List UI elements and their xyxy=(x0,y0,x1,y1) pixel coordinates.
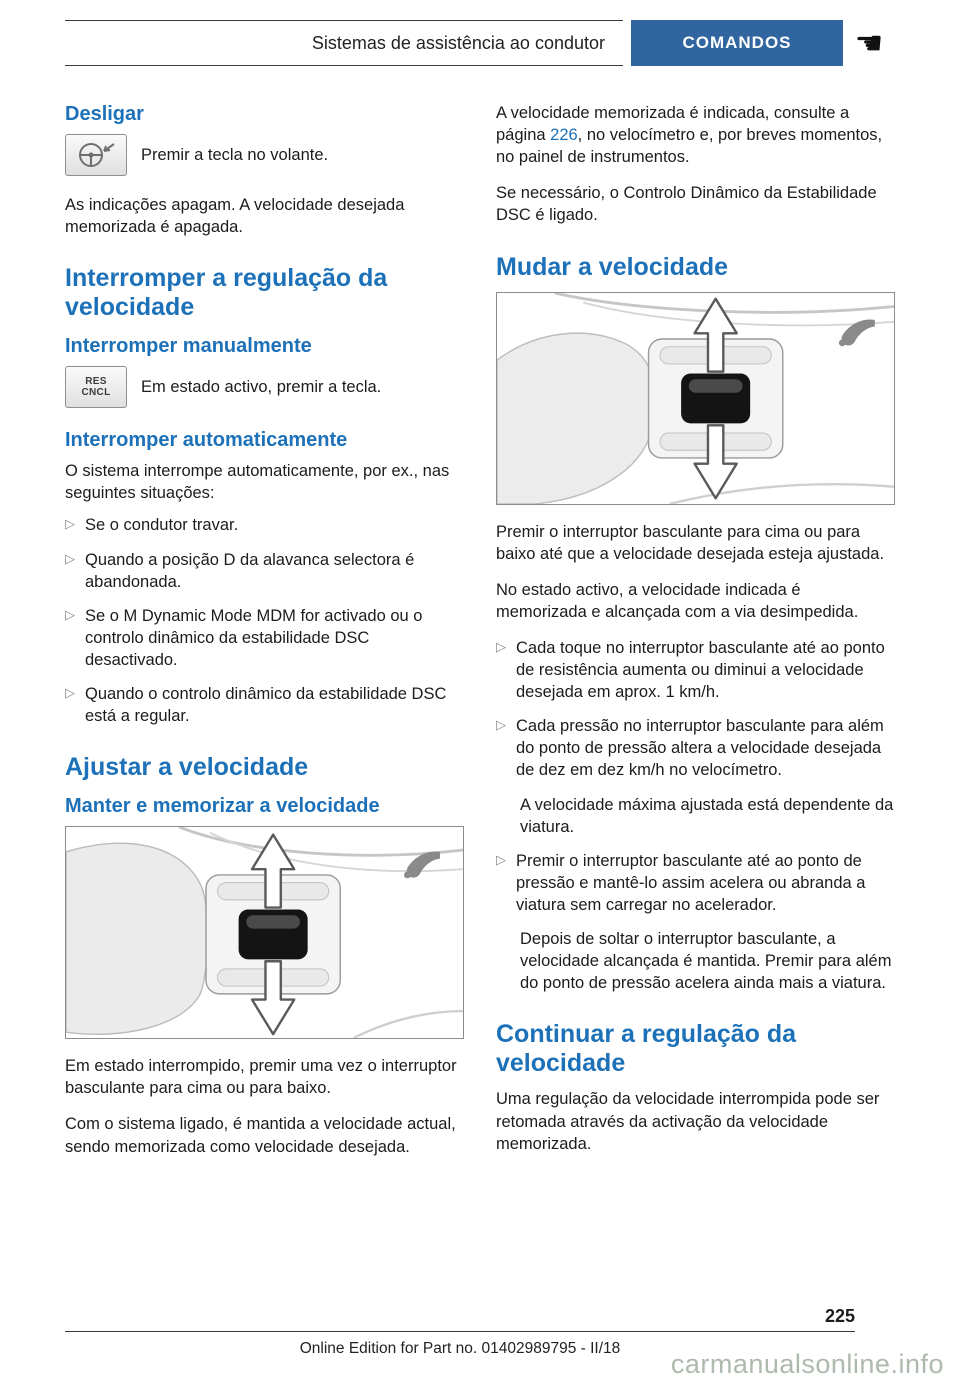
right-column xyxy=(496,102,895,1172)
section-title-interromper: Interromper a regulação da velocidade xyxy=(65,264,388,322)
paragraph: Uma regulação da velocidade interrompida pode ser retomada através da activação da velocidade memorizada. xyxy=(496,1090,880,1153)
list-item xyxy=(65,605,464,671)
steering-wheel-glyph xyxy=(74,139,118,171)
paragraph xyxy=(496,102,895,168)
chapter-tab-label: COMANDOS xyxy=(682,33,792,52)
icon-note-text: Premir a tecla no volante. xyxy=(141,146,329,164)
content-columns xyxy=(65,102,895,1172)
list-item-text: ▷ Se o M Dynamic Mode MDM for activado ou o controlo dinâmico da estabilidade DSC desactivado. xyxy=(85,606,423,669)
section-title-manter: Manter e memorizar a velocidade xyxy=(65,795,380,818)
res-label: RES xyxy=(85,376,107,388)
hand-icon xyxy=(843,20,895,66)
res-cncl-button-icon xyxy=(65,366,127,408)
section-title-interromper-manualmente: Interromper manualmente xyxy=(65,335,312,358)
manual-page xyxy=(0,20,960,1172)
edition-note: Online Edition for Part no. 01402989795 - II/18 xyxy=(299,1340,621,1357)
sub-paragraph: Depois de soltar o interruptor basculante, a velocidade alcançada é mantida. Premir para além do ponto de pressão acelera ainda mais a viatura. xyxy=(520,930,892,993)
section-title-ajustar: Ajustar a velocidade xyxy=(65,753,309,782)
chapter-tab-comandos xyxy=(631,20,843,66)
list-item xyxy=(496,850,895,916)
steering-wheel-button-icon xyxy=(65,134,127,176)
header-strip xyxy=(65,20,623,66)
watermark: carmanualsonline.info xyxy=(670,1349,944,1379)
list-item-text: ▷ Premir o interruptor basculante até ao ponto de pressão e mantê-lo assim acelera ou abranda a viatura sem carregar no acelerador. xyxy=(516,851,866,915)
list-item xyxy=(496,637,895,703)
list-item xyxy=(65,683,464,727)
paragraph: O sistema interrompe automaticamente, por ex., nas seguintes situações: xyxy=(65,462,450,503)
footer-rule xyxy=(65,1331,855,1332)
paragraph: Em estado interrompido, premir uma vez o interruptor basculante para cima ou para baixo. xyxy=(65,1057,457,1098)
steering-wheel-rocker-illustration xyxy=(65,826,464,1039)
section-title-desligar: Desligar xyxy=(65,103,144,125)
paragraph: As indicações apagam. A velocidade desejada memorizada é apagada. xyxy=(65,196,405,237)
paragraph: Premir o interruptor basculante para cima ou para baixo até que a velocidade desejada esteja ajustada. xyxy=(496,522,885,563)
icon-note-row xyxy=(65,366,464,408)
paragraph: Se necessário, o Controlo Dinâmico da Estabilidade DSC é ligado. xyxy=(496,184,877,225)
list-item-text: ▷ Cada toque no interruptor basculante até ao ponto de resistência aumenta ou diminui a velocidade desejada em aprox. 1 km/h. xyxy=(516,638,885,702)
steering-wheel-rocker-illustration xyxy=(496,292,895,505)
icon-note-row xyxy=(65,134,464,176)
list-item xyxy=(496,715,895,781)
hand-icon-glyph: ☚ xyxy=(854,25,884,61)
list-item xyxy=(65,549,464,593)
list-item-text: ▷ Quando a posição D da alavanca selectora é abandonada. xyxy=(85,550,415,591)
page-226-link[interactable]: 226 xyxy=(550,126,578,145)
paragraph: No estado activo, a velocidade indicada é memorizada e alcançada com a via desimpedida. xyxy=(496,580,859,621)
list-item-text: ▷ Quando o controlo dinâmico da estabilidade DSC está a regular. xyxy=(85,685,447,726)
section-title-mudar: Mudar a velocidade xyxy=(496,252,729,281)
breadcrumb: Sistemas de assistência ao condutor xyxy=(311,32,605,53)
paragraph-text: , no velocímetro e, por breves momentos, no painel de instrumentos. xyxy=(496,126,883,167)
left-column xyxy=(65,102,464,1172)
paragraph-text: A velocidade memorizada é indicada, consulte a página xyxy=(496,104,850,145)
paragraph: Com o sistema ligado, é mantida a velocidade actual, sendo memorizada como velocidade desejada. xyxy=(65,1115,456,1156)
horn-icon xyxy=(839,319,875,346)
cncl-label: CNCL xyxy=(81,387,111,399)
sub-paragraph: A velocidade máxima ajustada está dependente da viatura. xyxy=(520,795,894,836)
list-item-text: ▷ Cada pressão no interruptor basculante para além do ponto de pressão altera a velocidade desejada de dez em dez km/h no velocímetro. xyxy=(516,717,884,780)
page-header xyxy=(65,20,895,66)
section-title-continuar: Continuar a regulação da velocidade xyxy=(496,1020,797,1078)
list-item xyxy=(65,514,464,536)
section-title-interromper-automaticamente: Interromper automaticamente xyxy=(65,429,348,452)
icon-note-text: Em estado activo, premir a tecla. xyxy=(141,378,382,397)
page-number: 225 xyxy=(824,1306,855,1326)
list-item-text: ▷ Se o condutor travar. xyxy=(85,516,239,535)
